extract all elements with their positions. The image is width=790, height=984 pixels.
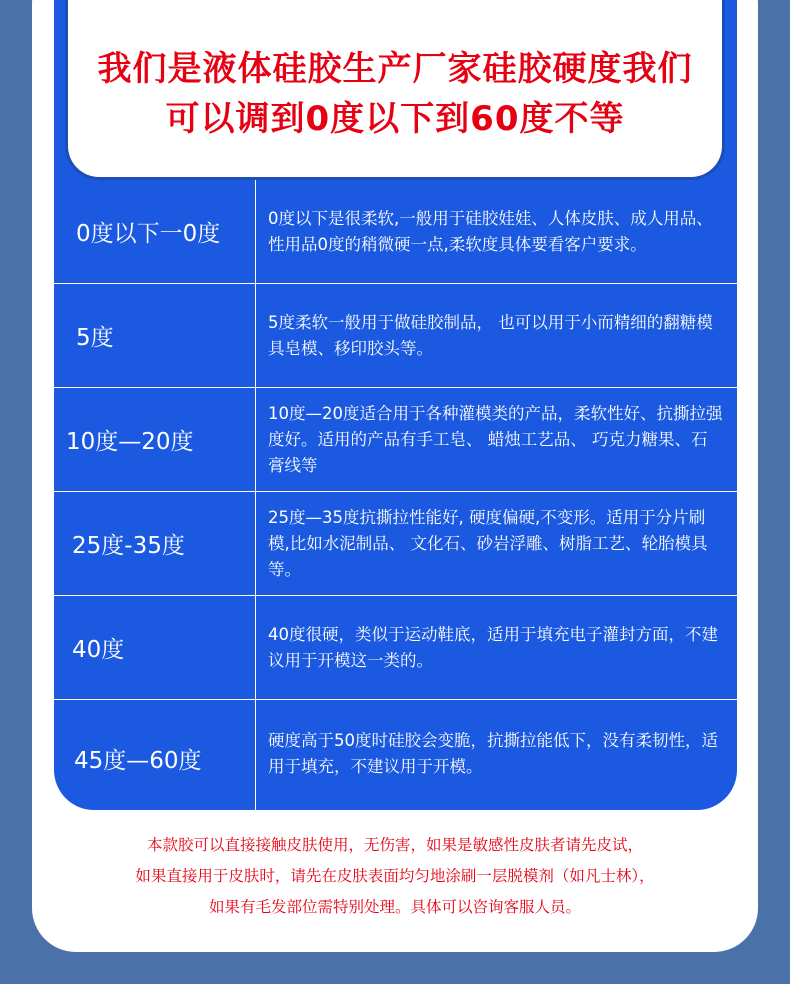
table-row <box>54 283 737 387</box>
note-line-2: 如果直接用于皮肤时，请先在皮肤表面均匀地涂刷一层脱模剂（如凡士林）， <box>135 867 655 885</box>
table-row <box>54 699 737 816</box>
table-row <box>54 180 737 283</box>
hardness-label: 5度 <box>54 284 256 387</box>
table-row <box>54 595 737 699</box>
title-line-2: 可以调到0度以下到60度不等 <box>165 98 625 139</box>
hardness-label: 0度以下一0度 <box>54 180 256 283</box>
hardness-description: 10度—20度适合用于各种灌模类的产品，柔软性好、抗撕拉强度好。适用的产品有手工皂、 蜡烛工艺品、 巧克力糖果、石膏线等 <box>268 403 723 475</box>
note-line-1: 本款胶可以直接接触皮肤使用，无伤害，如果是敏感性皮肤者请先皮试， <box>146 836 643 854</box>
note-line-3: 如果有毛发部位需特别处理。具体可以咨询客服人员。 <box>208 898 581 916</box>
hardness-label: 40度 <box>54 596 256 699</box>
hardness-description: 0度以下是很柔软,一般用于硅胶娃娃、人体皮肤、成人用品、 性用品0度的稍微硬一点,柔软度具体要看客户要求。 <box>268 208 713 254</box>
page-title <box>98 44 693 144</box>
title-line-1: 我们是液体硅胶生产厂家硅胶硬度我们 <box>97 48 693 89</box>
hardness-label: 10度—20度 <box>54 388 256 491</box>
hardness-table <box>54 180 737 816</box>
hardness-label: 25度-35度 <box>54 492 256 595</box>
usage-note <box>60 830 730 923</box>
table-row <box>54 491 737 595</box>
hardness-description: 25度—35度抗撕拉性能好, 硬度偏硬,不变形。适用于分片刷模,比如水泥制品、 文化石、砂岩浮雕、树脂工艺、轮胎模具等。 <box>268 507 708 579</box>
table-row <box>54 387 737 491</box>
title-box <box>65 0 725 180</box>
hardness-label: 45度—60度 <box>54 700 256 816</box>
hardness-description: 硬度高于50度时硅胶会变脆，抗撕拉能低下，没有柔韧性，适用于填充，不建议用于开模。 <box>268 731 718 776</box>
hardness-description: 5度柔软一般用于做硅胶制品， 也可以用于小而精细的翻糖模具皂模、移印胶头等。 <box>268 312 713 358</box>
hardness-description: 40度很硬，类似于运动鞋底，适用于填充电子灌封方面，不建议用于开模这一类的。 <box>268 624 718 670</box>
